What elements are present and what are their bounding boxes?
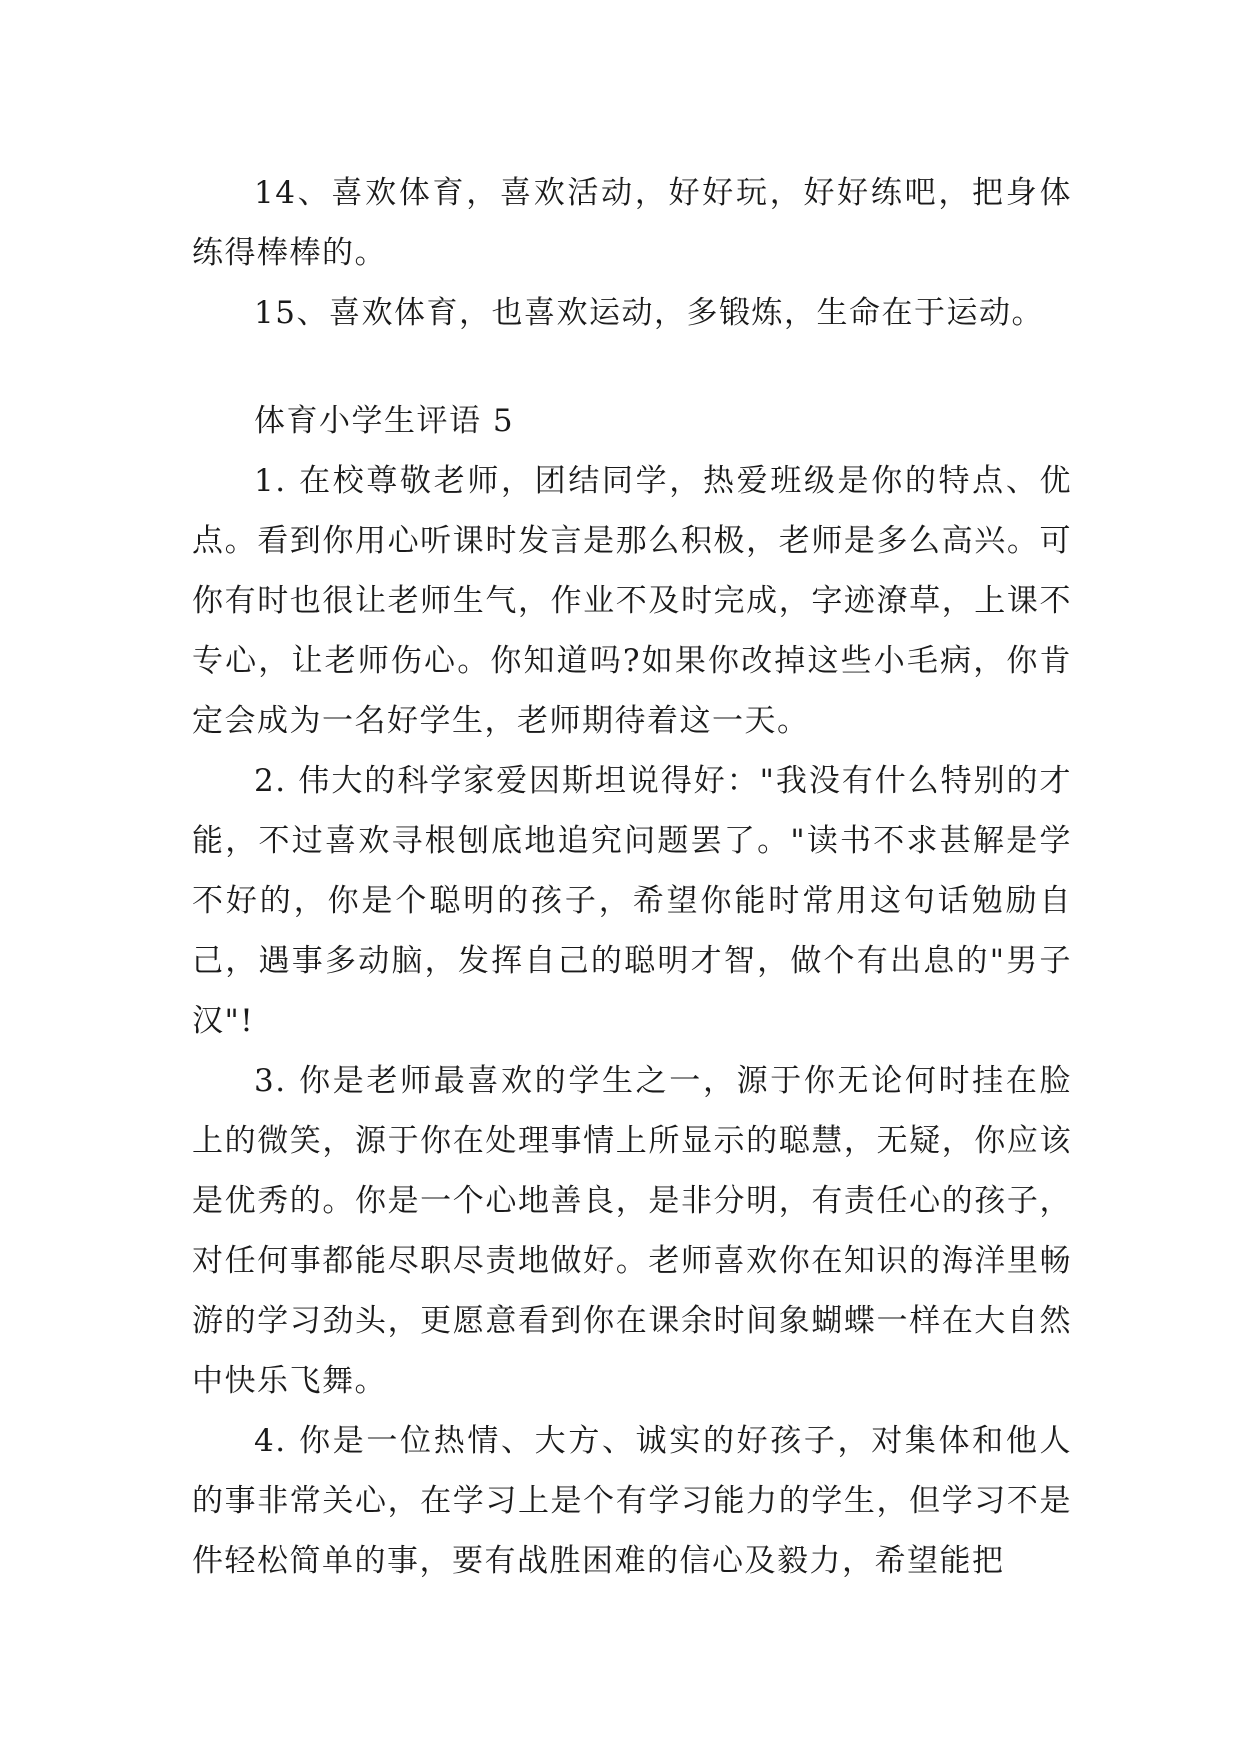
paragraph-2: 2. 伟大的科学家爱因斯坦说得好："我没有什么特别的才能，不过喜欢寻根刨底地追究问题罢了。"读书不求甚解是学不好的，你是个聪明的孩子，希望你能时常用这句话勉励自己，遇事多动脑，发挥自己的聪明才智，做个有出息的"男子汉"! bbox=[192, 763, 1072, 1039]
paragraph-4: 4. 你是一位热情、大方、诚实的好孩子，对集体和他人的事非常关心，在学习上是个有学习能力的学生，但学习不是件轻松简单的事，要有战胜困难的信心及毅力，希望能把 bbox=[192, 1423, 1072, 1579]
section-gap bbox=[192, 343, 1072, 391]
paragraph-15: 15、喜欢体育，也喜欢运动，多锻炼，生命在于运动。 bbox=[254, 295, 1044, 331]
paragraph-14: 14、喜欢体育，喜欢活动，好好玩，好好练吧，把身体练得棒棒的。 bbox=[192, 175, 1072, 271]
paragraph-1: 1. 在校尊敬老师，团结同学，热爱班级是你的特点、优点。看到你用心听课时发言是那么积极，老师是多么高兴。可你有时也很让老师生气，作业不及时完成，字迹潦草，上课不专心，让老师伤心。你知道吗?如果你改掉这些小毛病，你肯定会成为一名好学生，老师期待着这一天。 bbox=[192, 463, 1072, 739]
section-heading: 体育小学生评语 5 bbox=[254, 403, 515, 439]
document-body bbox=[192, 163, 1072, 1591]
paragraph-3: 3. 你是老师最喜欢的学生之一，源于你无论何时挂在脸上的微笑，源于你在处理事情上所显示的聪慧，无疑，你应该是优秀的。你是一个心地善良，是非分明，有责任心的孩子，对任何事都能尽职尽责地做好。老师喜欢你在知识的海洋里畅游的学习劲头，更愿意看到你在课余时间象蝴蝶一样在大自然中快乐飞舞。 bbox=[192, 1063, 1072, 1399]
